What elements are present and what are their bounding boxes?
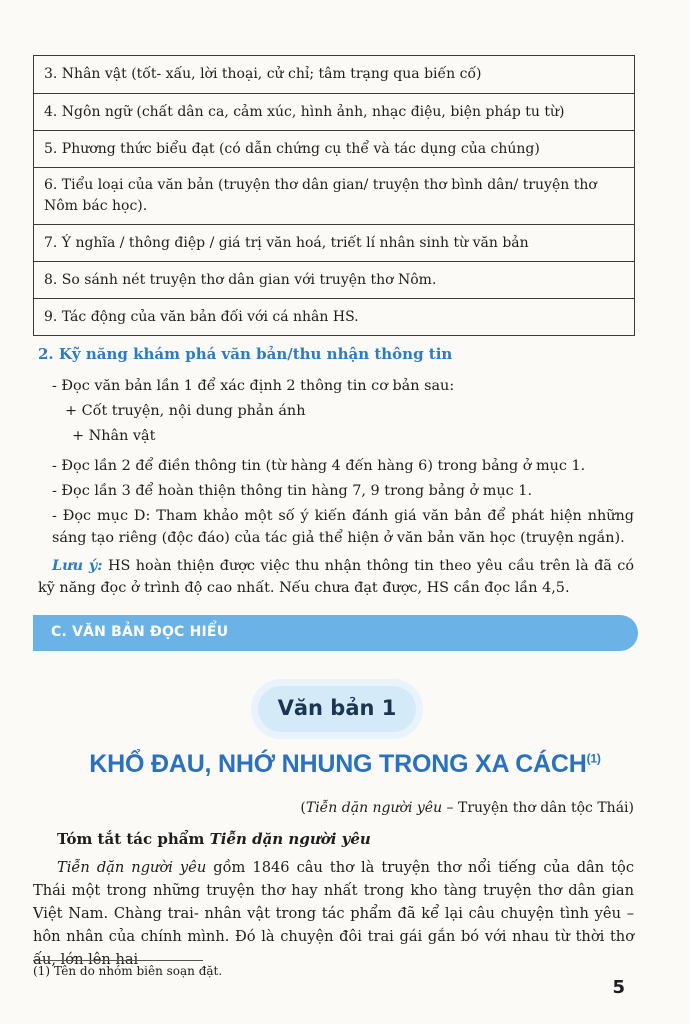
section-banner (33, 615, 638, 651)
source-line (300, 800, 634, 816)
body-text: gồm 1846 câu thơ là truyện thơ nổi tiếng của dân tộc Thái một trong những truyện thơ hay nhất trong kho tàng truyện thơ dân gian Việt Nam. Chàng trai- nhân vật trong tác phẩm đã kể lại câu chuyện tình yêu – hôn nhân của chính mình. Đó là chuyện đôi trai gái gắn bó với nhau từ thời thơ ấu, lớn lên hai (33, 859, 634, 968)
instruction-line: - Đọc lần 2 để điền thông tin (từ hàng 4 đến hàng 6) trong bảng ở mục 1. (52, 458, 586, 474)
body-work: Tiễn dặn người yêu (57, 859, 207, 876)
section-heading: 2. Kỹ năng khám phá văn bản/thu nhận thông tin (38, 345, 453, 363)
instruction-line: + Nhân vật (72, 428, 156, 444)
source-rest: – Truyện thơ dân tộc Thái) (442, 800, 634, 816)
instruction-line: - Đọc mục D: Tham khảo một số ý kiến đánh giá văn bản để phát hiện những sáng tạo riêng (độc đáo) của tác giả thể hiện ở văn bản văn học (truyện ngắn). (52, 508, 634, 546)
table-row: 8. So sánh nét truyện thơ dân gian với truyện thơ Nôm. (34, 261, 634, 298)
table-row: 7. Ý nghĩa / thông điệp / giá trị văn hoá, triết lí nhân sinh từ văn bản (34, 224, 634, 261)
note-label: Lưu ý: (52, 557, 103, 574)
footnote-divider (33, 960, 203, 961)
main-title (0, 750, 690, 779)
instruction-line: + Cốt truyện, nội dung phản ánh (65, 403, 306, 419)
page-number: 5 (612, 977, 625, 998)
table-row: 5. Phương thức biểu đạt (có dẫn chứng cụ thể và tác dụng của chúng) (34, 130, 634, 167)
instruction-line: - Đọc lần 3 để hoàn thiện thông tin hàng 7, 9 trong bảng ở mục 1. (52, 483, 533, 499)
summary-work: Tiễn dặn người yêu (209, 830, 371, 848)
table-row: 6. Tiểu loại của văn bản (truyện thơ dân gian/ truyện thơ bình dân/ truyện thơ Nôm bác học). (34, 167, 634, 224)
banner-label: C. VĂN BẢN ĐỌC HIỂU (51, 624, 229, 640)
note-text: HS hoàn thiện được việc thu nhận thông tin theo yêu cầu trên là đã có kỹ năng đọc ở trình độ cao nhất. Nếu chưa đạt được, HS cần đọc lần 4,5. (38, 558, 634, 596)
content-table (33, 55, 635, 336)
footnote: (1) Tên do nhóm biên soạn đặt. (33, 964, 223, 978)
table-row: 9. Tác động của văn bản đối với cá nhân HS. (34, 298, 634, 335)
main-title-text: KHỔ ĐAU, NHỚ NHUNG TRONG XA CÁCH (89, 750, 587, 778)
source-open: ( (300, 800, 306, 816)
badge-label: Văn bản 1 (277, 696, 397, 720)
source-title: Tiễn dặn người yêu (305, 800, 443, 816)
summary-heading (57, 830, 371, 848)
footnote-ref: (1) (586, 751, 601, 766)
summary-paragraph (33, 856, 634, 971)
text-badge (258, 686, 416, 732)
note-paragraph (38, 555, 634, 599)
summary-label: Tóm tắt tác phẩm (57, 830, 210, 848)
instruction-line: - Đọc văn bản lần 1 để xác định 2 thông tin cơ bản sau: (52, 378, 455, 394)
table-row: 3. Nhân vật (tốt- xấu, lời thoại, cử chỉ; tâm trạng qua biến cố) (44, 66, 482, 82)
table-row: 4. Ngôn ngữ (chất dân ca, cảm xúc, hình ảnh, nhạc điệu, biện pháp tu từ) (34, 93, 634, 130)
